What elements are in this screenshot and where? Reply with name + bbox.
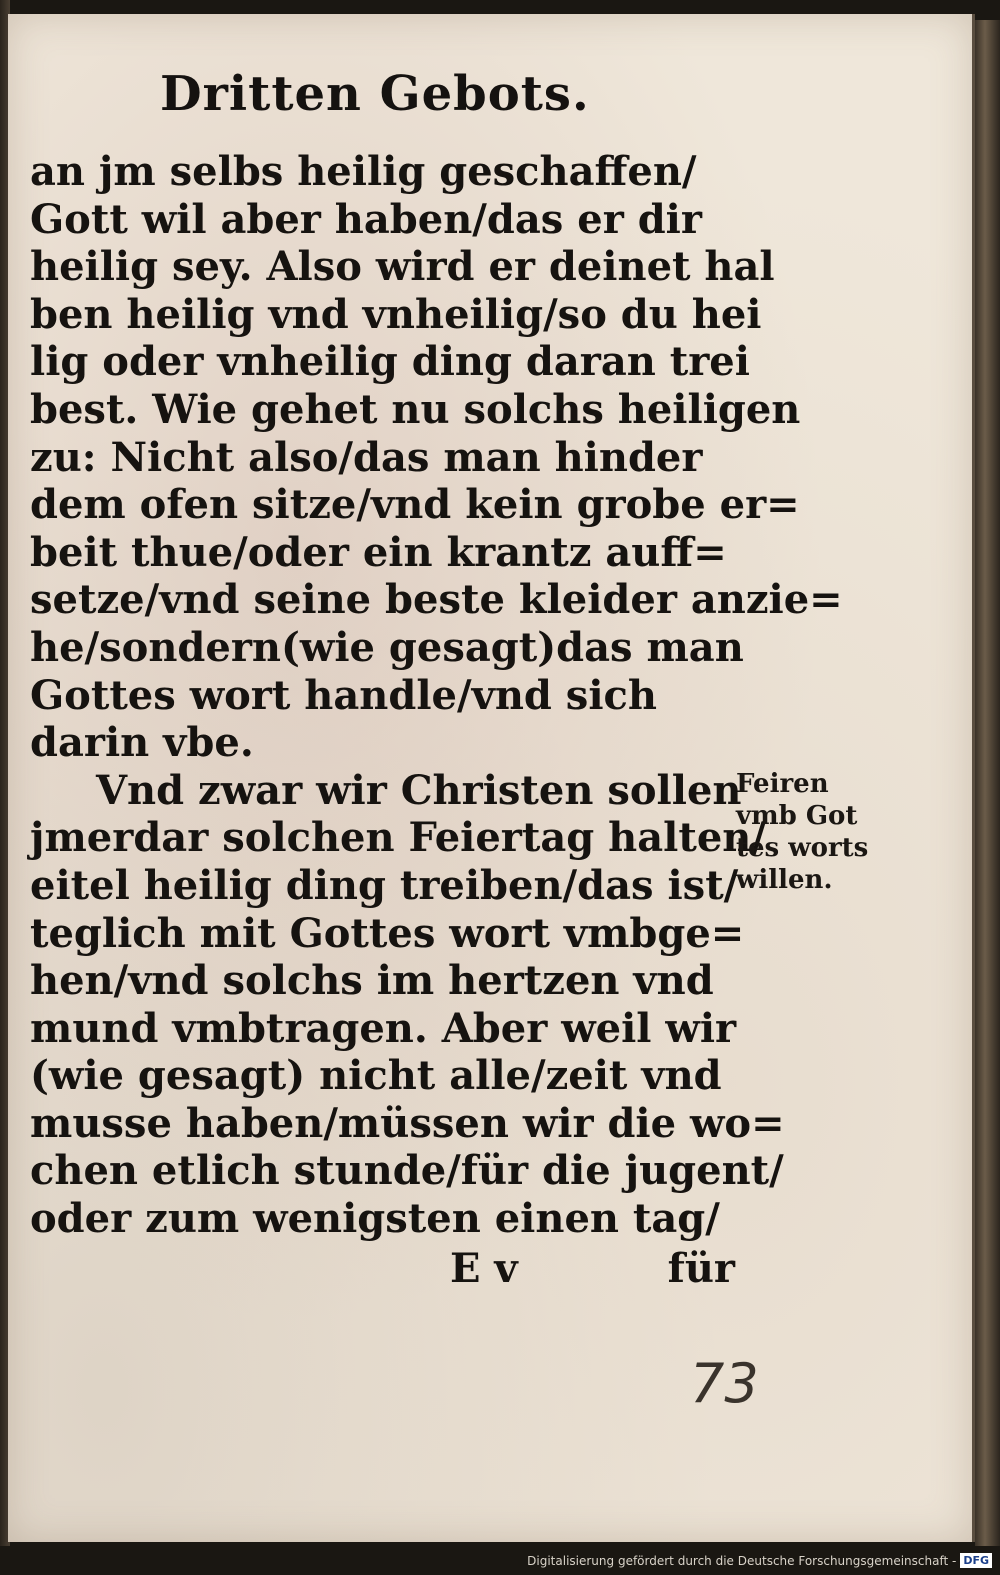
text-line: oder zum wenigsten einen tag/ — [30, 1195, 720, 1243]
text-line: he/sondern(wie gesagt)das man — [30, 623, 744, 671]
text-line: eitel heilig ding treiben/das ist/ — [30, 861, 739, 909]
text-line: darin vbe. — [30, 719, 254, 767]
text-line: an jm selbs heilig geschaffen/ — [30, 148, 697, 195]
text-line: mund vmbtragen. Aber weil wir — [30, 1004, 737, 1052]
text-line: heilig sey. Also wird er deinet hal — [30, 243, 775, 291]
text-line: chen etlich stunde/für die jugent/ — [30, 1147, 784, 1195]
footer-credit — [527, 1553, 992, 1568]
running-head: Dritten Gebots. — [160, 66, 590, 122]
text-line: setze/vnd seine beste kleider anzie= — [30, 576, 843, 624]
text-line: musse haben/müssen wir die wo= — [30, 1099, 785, 1147]
footer-credit-text: Digitalisierung gefördert durch die Deutsche Forschungsgemeinschaft - — [527, 1553, 957, 1568]
text-line: beit thue/oder ein krantz auff= — [30, 528, 727, 576]
marginal-line: tes worts — [736, 833, 869, 863]
folio-number: 73 — [690, 1352, 759, 1415]
signature-line — [30, 1245, 735, 1293]
text-line: lig oder vnheilig ding daran trei — [30, 338, 750, 386]
text-line: hen/vnd solchs im hertzen vnd — [30, 957, 714, 1005]
text-line: ben heilig vnd vnheilig/so du hei — [30, 290, 762, 338]
text-line: Gottes wort handle/vnd sich — [30, 671, 657, 719]
text-line: best. Wie gehet nu solchs heiligen — [30, 385, 801, 433]
catchword: für — [667, 1245, 735, 1292]
book-edge — [975, 20, 1000, 1575]
marginal-line: Feiren — [736, 769, 829, 799]
text-line: jmerdar solchen Feiertag halten/ — [30, 814, 766, 862]
marginal-note — [736, 768, 886, 896]
paragraph-start-line: Vnd zwar wir Christen sollen — [96, 766, 742, 814]
marginal-line: willen. — [736, 865, 833, 895]
text-line: dem ofen sitze/vnd kein grobe er= — [30, 481, 800, 529]
dfg-logo-icon: DFG — [960, 1553, 992, 1568]
text-line: zu: Nicht also/das man hinder — [30, 433, 703, 481]
text-line: Gott wil aber haben/das er dir — [30, 195, 702, 243]
marginal-line: vmb Got — [736, 801, 858, 831]
text-line: (wie gesagt) nicht alle/zeit vnd — [30, 1052, 722, 1100]
text-line: teglich mit Gottes wort vmbge= — [30, 909, 745, 957]
signature-mark: E v — [450, 1245, 518, 1292]
